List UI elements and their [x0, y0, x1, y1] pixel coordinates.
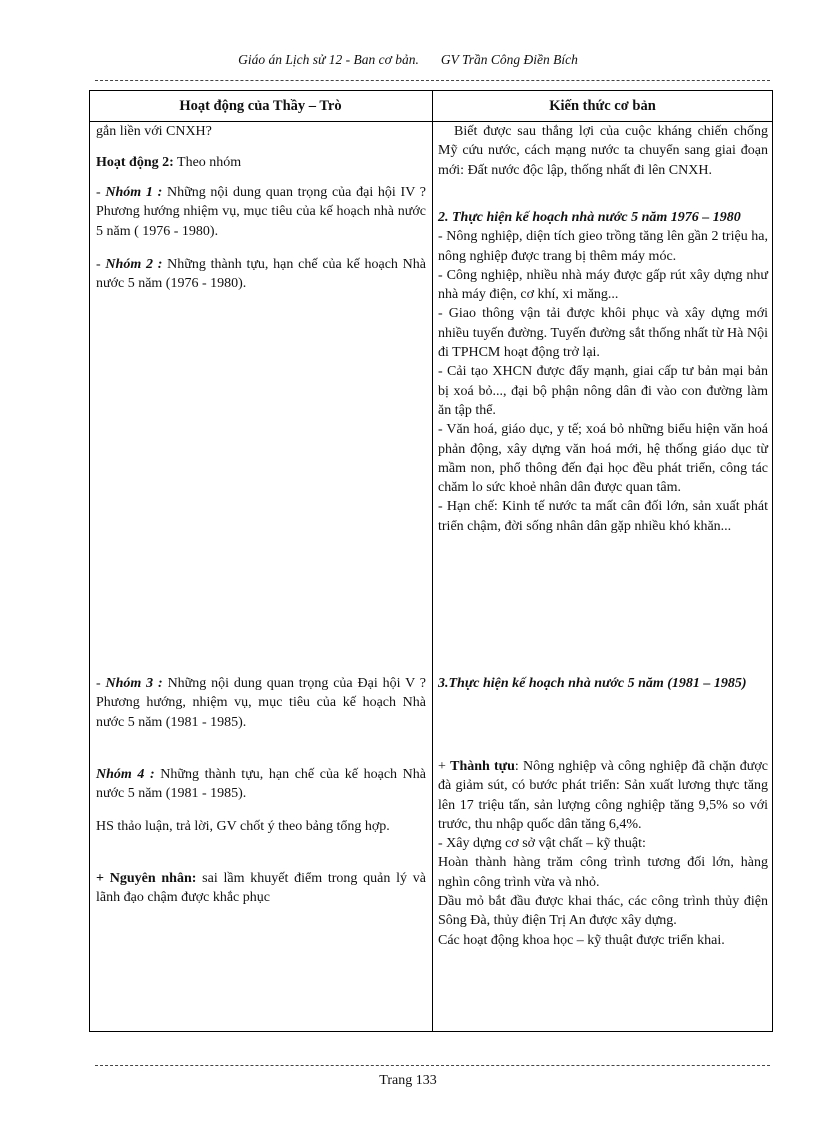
bullet-industry: - Công nghiệp, nhiều nhà máy được gấp rút xây dựng như nhà máy điện, cơ khí, xi măng...: [438, 267, 768, 303]
achievements-text: : Nông nghiệp và công nghiệp đã chặn được đà giảm sút, có bước phát triển: Sản xuất lương thực tăng lên 17 triệu tấn, sản lượng công nghiệp tăng 9,5% so với trước, thu nhập quốc dân tăng 6,4%.: [438, 759, 769, 832]
page-number: Trang 133: [379, 1073, 437, 1088]
activity-2: [96, 153, 426, 172]
bullet-agriculture: - Nông nghiệp, diện tích gieo trồng tăng lên gần 2 triệu ha, nông nghiệp được trang bị thêm máy móc.: [438, 229, 768, 264]
activity-2-label: Hoạt động 2:: [96, 155, 174, 170]
footer-divider: [95, 1065, 770, 1066]
left-intro-text: gắn liền với CNXH?: [96, 124, 212, 139]
group-4-label: Nhóm 4 :: [96, 767, 155, 782]
infrastructure-item-1: Hoàn thành hàng trăm công trình tương đối lớn, hàng nghìn công trình vừa và nhỏ.: [438, 855, 768, 890]
column-header-activities: Hoạt động của Thầy – Trò: [179, 98, 342, 114]
teacher-name: GV Trần Công Điền Bích: [440, 52, 578, 67]
infrastructure-item-3: Các hoạt động khoa học – kỹ thuật được triển khai.: [438, 932, 725, 948]
section-3-heading: 3.Thực hiện kế hoạch nhà nước 5 năm (1981 – 1985): [438, 676, 747, 691]
group-3-text: Những nội dung quan trọng của Đại hội V ? Phương hướng, nhiệm vụ, mục tiêu của kế hoạch Nhà nước 5 năm (1981 - 1985).: [96, 676, 426, 730]
activity-2-text: Theo nhóm: [173, 155, 242, 170]
section-2: [438, 208, 768, 536]
achievements: + Thành tựu: Nông nghiệp và công nghiệp đã chặn được đà giảm sút, có bước phát triển: Sản xuất lương thực tăng lên 17 triệu tấn, sản lượng công nghiệp tăng 9,5% so với trước, thu nhập quốc dân tăng 6,4%. - Xây dựng cơ sở vật chất – kỹ thuật: Hoàn thành hàng trăm công trình tương đối lớn, hàng nghìn công trình vừa và nhỏ. Dầu mỏ bắt đầu được khai thác, các công trình thủy điện Sông Đà, thủy điện Trị An được xây dựng. Các hoạt động khoa học – kỹ thuật được triển khai.: [438, 757, 768, 950]
group-4-text: Những thành tựu, hạn chế của kế hoạch Nhà nước 5 năm (1981 - 1985).: [96, 767, 426, 802]
cause-text: sai lầm khuyết điểm trong quản lý và lãnh đạo chậm được khắc phục: [96, 871, 426, 906]
column-header-knowledge: Kiến thức cơ bản: [549, 98, 656, 114]
bullet-transport: - Giao thông vận tải được khôi phục và xây dựng mới nhiều tuyến đường. Tuyến đường sắt thống nhất từ Hà Nội đi TPHCM hoạt động trở lại.: [438, 306, 768, 361]
section-3: [438, 674, 768, 693]
achievements-label: Thành tựu: [450, 759, 515, 774]
bullet-limitations: - Hạn chế: Kinh tế nước ta mất cân đối lớn, sản xuất phát triển chậm, đời sống nhân dân gặp nhiều khó khăn...: [438, 499, 768, 534]
group-3: - Nhóm 3 : Những nội dung quan trọng của Đại hội V ? Phương hướng, nhiệm vụ, mục tiêu của kế hoạch Nhà nước 5 năm (1981 - 1985).: [96, 676, 426, 730]
bullet-culture: - Văn hoá, giáo dục, y tế; xoá bỏ những biểu hiện văn hoá phản động, xây dựng văn hoá mới, hệ thống giáo dục từ mầm non, phổ thông đến đại học đều phát triển, công tác chăm lo sức khoẻ nhân dân được quan tâm.: [438, 422, 768, 496]
cause-label: + Nguyên nhân:: [96, 871, 197, 886]
group-2-label: Nhóm 2 :: [105, 257, 163, 272]
group-2: - Nhóm 2 : Những thành tựu, hạn chế của kế hoạch Nhà nước 5 năm (1976 - 1980).: [96, 257, 426, 292]
right-intro-text: Biết được sau thắng lợi của cuộc kháng chiến chống Mỹ cứu nước, cách mạng nước ta chuyển sang giai đoạn mới: Đất nước độc lập, thống nhất đi lên CNXH.: [438, 124, 768, 178]
course-title: Giáo án Lịch sử 12 - Ban cơ bản.: [238, 52, 419, 67]
header-divider: [95, 80, 770, 81]
infrastructure-item-2: Dầu mỏ bắt đầu được khai thác, các công trình thủy điện Sông Đà, thủy điện Trị An được xây dựng.: [438, 894, 768, 929]
group-4: [96, 765, 426, 804]
bullet-socialist-reform: - Cải tạo XHCN được đẩy mạnh, giai cấp tư bản mại bản bị xoá bỏ..., đại bộ phận nông dân đi vào con đường làm ăn tập thể.: [438, 364, 768, 418]
left-intro: [96, 122, 426, 141]
right-intro: [438, 122, 768, 180]
column-divider: [432, 90, 433, 1032]
section-2-heading: 2. Thực hiện kế hoạch nhà nước 5 năm 1976 – 1980: [438, 210, 741, 225]
group-2-text: Những thành tựu, hạn chế của kế hoạch Nhà nước 5 năm (1976 - 1980).: [96, 257, 426, 292]
group-1: - Nhóm 1 : Những nội dung quan trọng của đại hội IV ? Phương hướng nhiệm vụ, mục tiêu của kế hoạch nhà nước 5 năm ( 1976 - 1980).: [96, 185, 426, 239]
group-3-label: Nhóm 3 :: [105, 676, 163, 691]
group-1-label: Nhóm 1 :: [105, 185, 163, 200]
infrastructure-heading: - Xây dựng cơ sở vật chất – kỹ thuật:: [438, 836, 646, 852]
page-header: [0, 52, 816, 68]
discussion-text: HS thảo luận, trả lời, GV chốt ý theo bảng tổng hợp.: [96, 819, 390, 834]
cause: [96, 869, 426, 908]
discussion: [96, 817, 426, 836]
group-1-text: Những nội dung quan trọng của đại hội IV ? Phương hướng nhiệm vụ, mục tiêu của kế hoạch nhà nước 5 năm ( 1976 - 1980).: [96, 185, 426, 239]
